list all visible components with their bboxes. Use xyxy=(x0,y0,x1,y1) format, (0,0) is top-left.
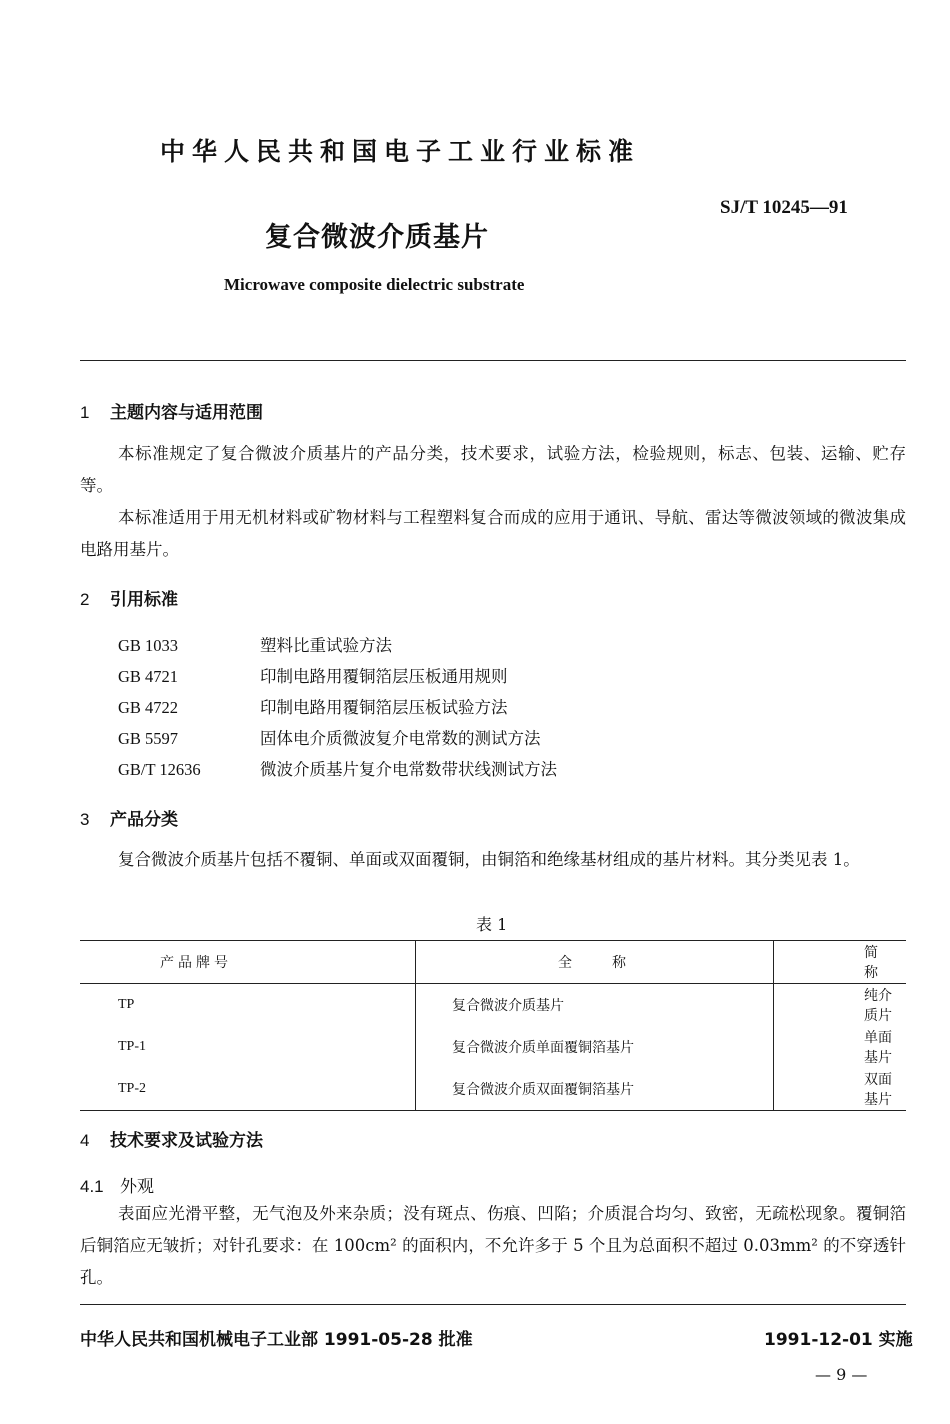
table-1 xyxy=(80,940,906,1111)
section-4-number: 4 xyxy=(80,1131,90,1150)
table-header-short-name: 简 称 xyxy=(774,941,907,984)
section-1-heading xyxy=(80,398,263,423)
section-1-paragraph-2: 本标准适用于用无机材料或矿物材料与工程塑料复合而成的应用于通讯、导航、雷达等微波领域的微波集成电路用基片。 xyxy=(80,508,906,559)
table-cell-short-name: 单面基片 xyxy=(774,1026,907,1068)
table-header-full-name: 全 称 xyxy=(416,941,774,984)
reference-code: GB 4722 xyxy=(118,698,179,717)
table-cell-full-name: 复合微波介质单面覆铜箔基片 xyxy=(416,1026,774,1068)
reference-row xyxy=(118,663,508,687)
section-4-title: 技术要求及试验方法 xyxy=(110,1131,263,1151)
section-1-paragraph-1: 本标准规定了复合微波介质基片的产品分类，技术要求，试验方法，检验规则，标志、包装、运输、贮存等。 xyxy=(80,444,906,495)
table-cell-short-name: 双面基片 xyxy=(774,1068,907,1111)
approval-line: 中华人民共和国机械电子工业部 1991-05-28 批准 xyxy=(80,1330,473,1350)
header-divider xyxy=(80,360,906,361)
section-3-number: 3 xyxy=(80,810,90,829)
table-row xyxy=(80,1026,906,1068)
english-title: Microwave composite dielectric substrate xyxy=(224,275,525,294)
section-3-paragraph-1: 复合微波介质基片包括不覆铜、单面或双面覆铜，由铜箔和绝缘基材组成的基片材料。其分类见表 1。 xyxy=(118,850,860,869)
reference-name: 固体电介质微波复介电常数的测试方法 xyxy=(260,729,541,748)
section-2-number: 2 xyxy=(80,590,90,609)
reference-code: GB 1033 xyxy=(118,636,179,655)
reference-code: GB 4721 xyxy=(118,667,179,686)
section-2-heading xyxy=(80,585,178,610)
section-2-title: 引用标准 xyxy=(110,590,178,610)
reference-code: GB/T 12636 xyxy=(118,760,201,779)
document-title: 复合微波介质基片 xyxy=(265,222,489,253)
table-cell-short-name: 纯介质片 xyxy=(774,984,907,1027)
reference-row xyxy=(118,756,557,780)
standard-header-title: 中华人民共和国电子工业行业标准 xyxy=(160,137,641,166)
section-3-heading xyxy=(80,805,178,830)
table-row xyxy=(80,1068,906,1111)
section-4-body xyxy=(80,1198,906,1294)
section-1-title: 主题内容与适用范围 xyxy=(110,403,263,423)
table-cell-grade: TP-1 xyxy=(118,1039,146,1054)
table-cell-full-name: 复合微波介质基片 xyxy=(416,984,774,1027)
section-3-title: 产品分类 xyxy=(110,810,178,830)
reference-name: 塑料比重试验方法 xyxy=(260,636,392,655)
standard-code: SJ/T 10245—91 xyxy=(720,197,848,218)
section-3-body xyxy=(80,844,906,876)
section-1-body xyxy=(80,438,906,566)
table-row xyxy=(80,984,906,1027)
reference-row xyxy=(118,632,392,656)
subsection-4-1-title: 外观 xyxy=(120,1177,154,1197)
reference-row xyxy=(118,694,508,718)
section-4-1-paragraph: 表面应光滑平整，无气泡及外来杂质；没有斑点、伤痕、凹陷；介质混合均匀、致密，无疏松现象。覆铜箔后铜箔应无皱折；对针孔要求：在 100cm² 的面积内，不允许多于 5 个且为总面积不超过 0.03mm² 的不穿透针孔。 xyxy=(80,1204,906,1287)
table-1-caption: 表 1 xyxy=(476,915,508,934)
reference-name: 印制电路用覆铜箔层压板试验方法 xyxy=(260,698,508,717)
subsection-4-1-number: 4.1 xyxy=(80,1177,104,1196)
page-number: — 9 — xyxy=(815,1365,868,1384)
reference-name: 微波介质基片复介电常数带状线测试方法 xyxy=(260,760,557,779)
subsection-4-1-heading xyxy=(80,1172,154,1197)
section-1-number: 1 xyxy=(80,403,90,422)
table-cell-full-name: 复合微波介质双面覆铜箔基片 xyxy=(416,1068,774,1111)
table-header-grade: 产品牌号 xyxy=(80,941,416,984)
reference-row xyxy=(118,725,541,749)
effective-date: 1991-12-01 实施 xyxy=(764,1330,913,1350)
section-4-heading xyxy=(80,1126,263,1151)
table-cell-grade: TP xyxy=(118,997,135,1012)
reference-name: 印制电路用覆铜箔层压板通用规则 xyxy=(260,667,508,686)
table-cell-grade: TP-2 xyxy=(80,1068,416,1111)
footer-divider xyxy=(80,1304,906,1305)
reference-code: GB 5597 xyxy=(118,729,179,748)
